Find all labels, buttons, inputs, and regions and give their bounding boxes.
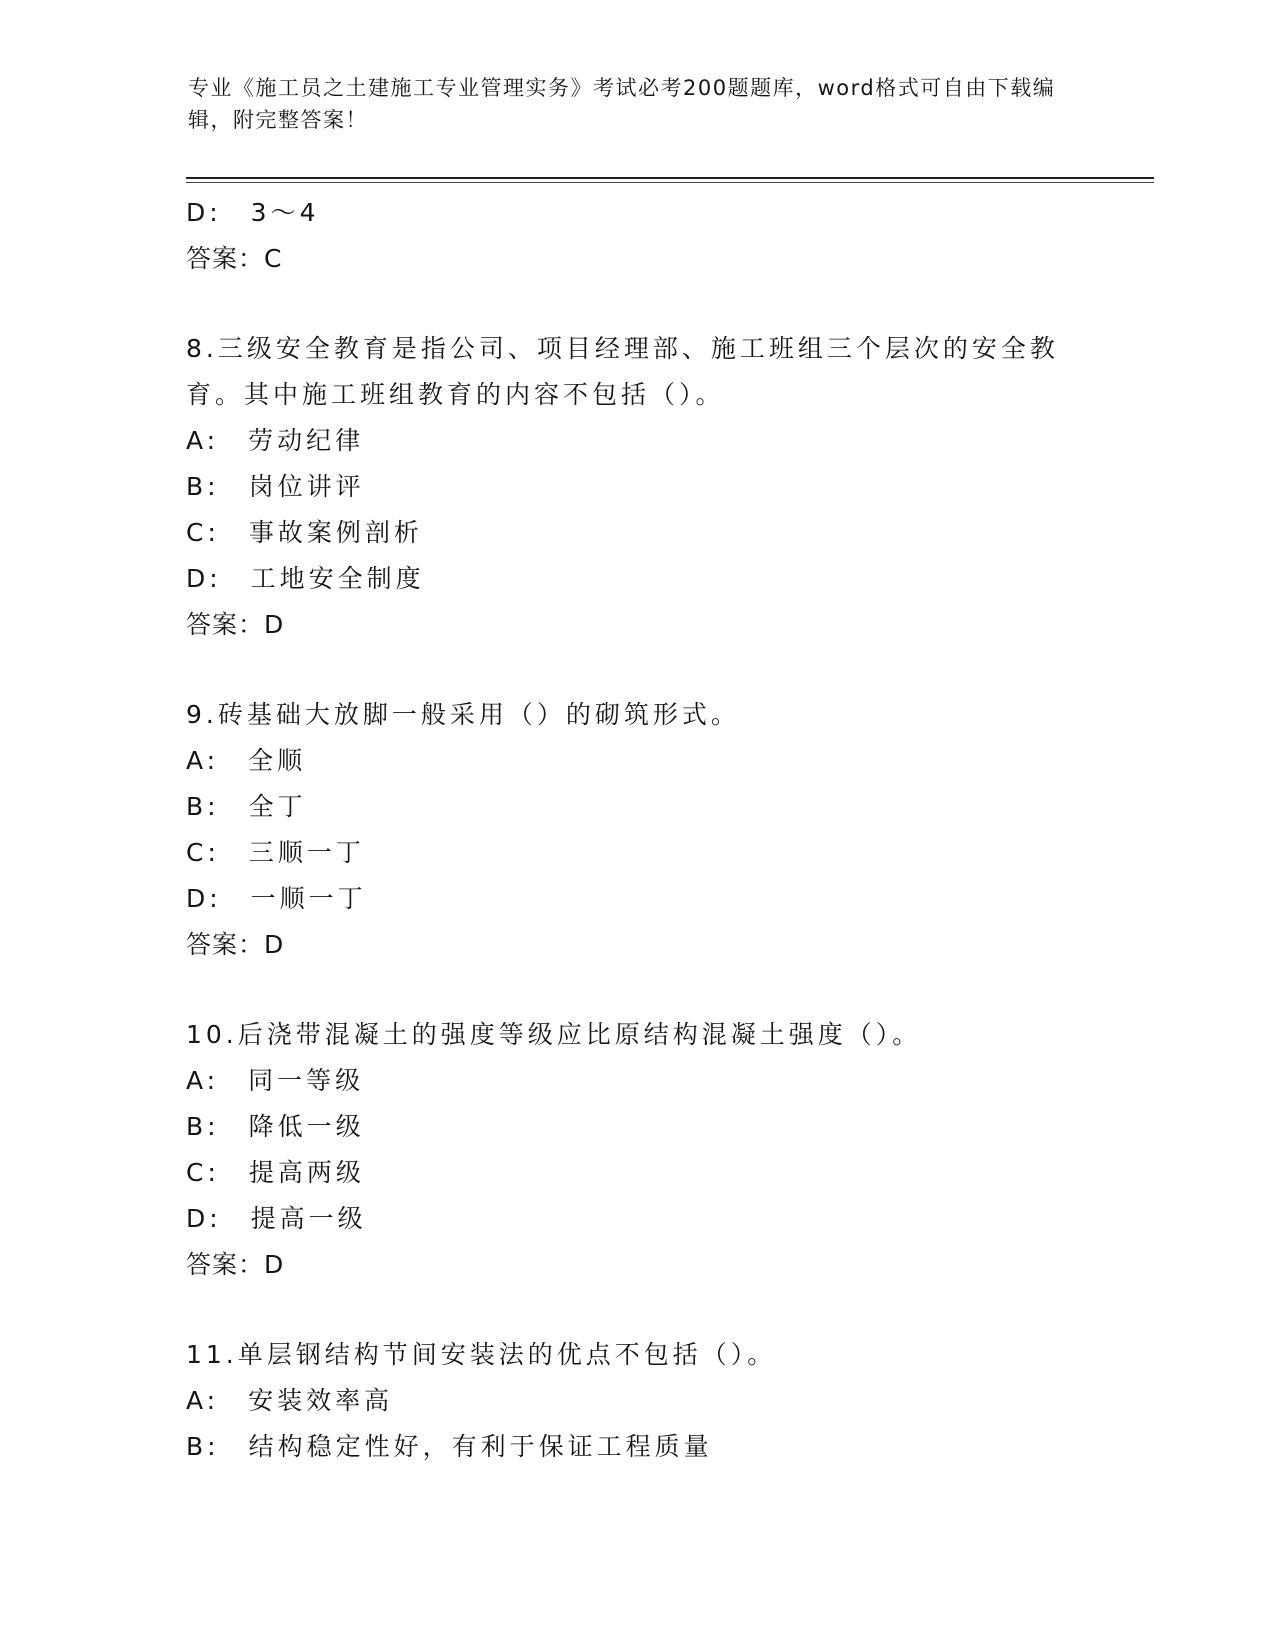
option-d: D: 提高一级 <box>186 1204 367 1233</box>
option-c: C: 提高两级 <box>186 1158 365 1187</box>
question-stem: 11.单层钢结构节间安装法的优点不包括（）。 <box>186 1340 777 1369</box>
option-d: D: 3～4 <box>186 198 320 227</box>
question-stem: 8.三级安全教育是指公司、项目经理部、施工班组三个层次的安全教育。其中施工班组教育的内容不包括（）。 <box>186 334 1059 409</box>
header-divider-thick <box>186 177 1154 179</box>
option-d: D: 一顺一丁 <box>186 884 367 913</box>
answer: 答案：C <box>186 244 283 273</box>
question-9 <box>186 692 1086 968</box>
question-11 <box>186 1332 1086 1470</box>
option-a: A: 安装效率高 <box>186 1386 394 1415</box>
option-c: C: 三顺一丁 <box>186 838 365 867</box>
option-a: A: 全顺 <box>186 746 307 775</box>
option-b: B: 降低一级 <box>186 1112 365 1141</box>
answer: 答案：D <box>186 610 285 639</box>
question-stem: 9.砖基础大放脚一般采用（）的砌筑形式。 <box>186 700 740 729</box>
option-a: A: 同一等级 <box>186 1066 365 1095</box>
header-divider-thin <box>186 182 1154 183</box>
question-8 <box>186 326 1086 648</box>
option-b: B: 全丁 <box>186 792 307 821</box>
option-c: C: 事故案例剖析 <box>186 518 423 547</box>
question-10 <box>186 1012 1086 1288</box>
option-d: D: 工地安全制度 <box>186 564 425 593</box>
option-b: B: 结构稳定性好，有利于保证工程质量 <box>186 1432 713 1461</box>
option-b: B: 岗位讲评 <box>186 472 365 501</box>
answer: 答案：D <box>186 1250 285 1279</box>
answer: 答案：D <box>186 930 285 959</box>
page-header: 专业《施工员之土建施工专业管理实务》考试必考200题题库，word格式可自由下载编辑，附完整答案！ <box>188 76 1056 132</box>
question-stem: 10.后浇带混凝土的强度等级应比原结构混凝土强度（）。 <box>186 1020 922 1049</box>
document-body <box>186 190 1086 1470</box>
question-7-tail <box>186 190 1086 282</box>
option-a: A: 劳动纪律 <box>186 426 365 455</box>
